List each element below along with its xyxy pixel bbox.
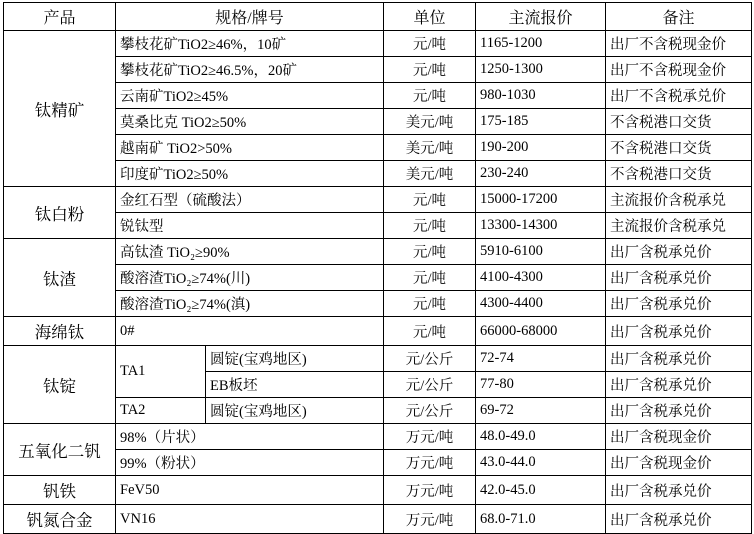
table-row	[4, 317, 752, 346]
price-cell: 4300-4400	[476, 291, 606, 317]
note-cell: 不含税港口交货	[606, 161, 752, 187]
table-row	[4, 109, 752, 135]
note-cell: 出厂含税承兑价	[606, 346, 752, 372]
note-cell: 出厂含税承兑价	[606, 505, 752, 534]
header-row	[4, 3, 752, 31]
spec-cell: 0#	[116, 317, 384, 346]
unit-cell: 元/公斤	[384, 346, 476, 372]
unit-cell: 美元/吨	[384, 161, 476, 187]
spec-cell: 锐钛型	[116, 213, 384, 239]
price-cell: 43.0-44.0	[476, 450, 606, 476]
note-cell: 出厂含税承兑价	[606, 291, 752, 317]
note-cell: 出厂不含税现金价	[606, 31, 752, 57]
grade-cell: TA1	[116, 346, 206, 398]
price-cell: 175-185	[476, 109, 606, 135]
table-row	[4, 424, 752, 450]
price-cell: 4100-4300	[476, 265, 606, 291]
table-row	[4, 57, 752, 83]
unit-cell: 万元/吨	[384, 505, 476, 534]
price-cell: 68.0-71.0	[476, 505, 606, 534]
product-price-table	[3, 2, 752, 534]
table-row	[4, 346, 752, 372]
table-row	[4, 31, 752, 57]
spec-cell: 酸溶渣TiO₂≥74%(滇)	[116, 291, 384, 317]
spec-cell: 酸溶渣TiO₂≥74%(川)	[116, 265, 384, 291]
spec-cell: FeV50	[116, 476, 384, 505]
note-cell: 出厂含税承兑价	[606, 398, 752, 424]
spec-cell: VN16	[116, 505, 384, 534]
unit-cell: 美元/吨	[384, 135, 476, 161]
note-cell: 出厂不含税现金价	[606, 57, 752, 83]
unit-cell: 元/吨	[384, 291, 476, 317]
price-cell: 72-74	[476, 346, 606, 372]
table-row	[4, 161, 752, 187]
header-product: 产品	[4, 3, 116, 31]
table-header	[4, 3, 752, 31]
table-row	[4, 135, 752, 161]
table-row	[4, 187, 752, 213]
spec-cell: 越南矿 TiO2>50%	[116, 135, 384, 161]
header-note: 备注	[606, 3, 752, 31]
unit-cell: 元/吨	[384, 213, 476, 239]
spec-cell: 莫桑比克 TiO2≥50%	[116, 109, 384, 135]
spec-cell: 圆锭(宝鸡地区)	[206, 346, 384, 372]
price-cell: 77-80	[476, 372, 606, 398]
price-cell: 69-72	[476, 398, 606, 424]
table-body	[4, 31, 752, 534]
table-row	[4, 239, 752, 265]
unit-cell: 元/吨	[384, 187, 476, 213]
product-category-cell: 钒氮合金	[4, 505, 116, 534]
table-row	[4, 476, 752, 505]
spec-cell: 高钛渣 TiO₂≥90%	[116, 239, 384, 265]
product-category-cell: 五氧化二钒	[4, 424, 116, 476]
price-cell: 66000-68000	[476, 317, 606, 346]
product-category-cell: 钛精矿	[4, 31, 116, 187]
note-cell: 出厂不含税承兑价	[606, 83, 752, 109]
note-cell: 不含税港口交货	[606, 135, 752, 161]
table-row	[4, 265, 752, 291]
header-price: 主流报价	[476, 3, 606, 31]
price-cell: 1165-1200	[476, 31, 606, 57]
unit-cell: 元/吨	[384, 31, 476, 57]
product-category-cell: 钛锭	[4, 346, 116, 424]
grade-cell: TA2	[116, 398, 206, 424]
spec-cell: 云南矿TiO2≥45%	[116, 83, 384, 109]
table-row	[4, 450, 752, 476]
price-cell: 230-240	[476, 161, 606, 187]
spec-cell: 印度矿TiO2≥50%	[116, 161, 384, 187]
price-table-sheet	[0, 2, 754, 530]
price-cell: 190-200	[476, 135, 606, 161]
product-category-cell: 钒铁	[4, 476, 116, 505]
note-cell: 出厂含税承兑价	[606, 239, 752, 265]
note-cell: 出厂含税承兑价	[606, 476, 752, 505]
price-cell: 5910-6100	[476, 239, 606, 265]
unit-cell: 元/吨	[384, 57, 476, 83]
unit-cell: 美元/吨	[384, 109, 476, 135]
spec-cell: 圆锭(宝鸡地区)	[206, 398, 384, 424]
note-cell: 主流报价含税承兑	[606, 213, 752, 239]
spec-cell: 金红石型（硫酸法）	[116, 187, 384, 213]
unit-cell: 元/吨	[384, 265, 476, 291]
product-category-cell: 钛渣	[4, 239, 116, 317]
unit-cell: 元/吨	[384, 239, 476, 265]
header-unit: 单位	[384, 3, 476, 31]
table-row	[4, 505, 752, 534]
spec-cell: 99%（粉状）	[116, 450, 384, 476]
spec-cell: 98%（片状）	[116, 424, 384, 450]
price-cell: 48.0-49.0	[476, 424, 606, 450]
note-cell: 出厂含税承兑价	[606, 317, 752, 346]
product-category-cell: 钛白粉	[4, 187, 116, 239]
note-cell: 出厂含税承兑价	[606, 265, 752, 291]
spec-cell: EB板坯	[206, 372, 384, 398]
product-category-cell: 海绵钛	[4, 317, 116, 346]
table-row	[4, 213, 752, 239]
unit-cell: 万元/吨	[384, 476, 476, 505]
table-row	[4, 398, 752, 424]
table-row	[4, 83, 752, 109]
table-row	[4, 291, 752, 317]
note-cell: 出厂含税承兑价	[606, 372, 752, 398]
unit-cell: 元/吨	[384, 317, 476, 346]
price-cell: 1250-1300	[476, 57, 606, 83]
spec-cell: 攀枝花矿TiO2≥46%，10矿	[116, 31, 384, 57]
unit-cell: 万元/吨	[384, 450, 476, 476]
note-cell: 出厂含税现金价	[606, 450, 752, 476]
spec-cell: 攀枝花矿TiO2≥46.5%，20矿	[116, 57, 384, 83]
unit-cell: 元/公斤	[384, 372, 476, 398]
price-cell: 980-1030	[476, 83, 606, 109]
note-cell: 主流报价含税承兑	[606, 187, 752, 213]
note-cell: 出厂含税现金价	[606, 424, 752, 450]
note-cell: 不含税港口交货	[606, 109, 752, 135]
price-cell: 13300-14300	[476, 213, 606, 239]
unit-cell: 万元/吨	[384, 424, 476, 450]
unit-cell: 元/吨	[384, 83, 476, 109]
price-cell: 42.0-45.0	[476, 476, 606, 505]
price-cell: 15000-17200	[476, 187, 606, 213]
header-spec: 规格/牌号	[116, 3, 384, 31]
unit-cell: 元/公斤	[384, 398, 476, 424]
